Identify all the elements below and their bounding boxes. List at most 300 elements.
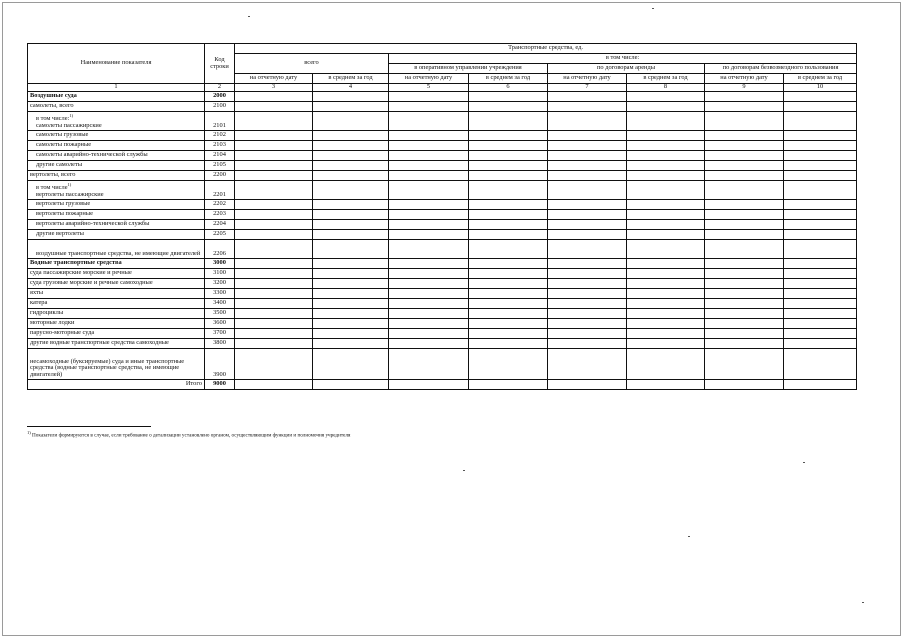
row-code: 2101 xyxy=(205,111,235,130)
value-cell[interactable] xyxy=(313,130,389,140)
avg-year-header: в среднем за год xyxy=(627,74,705,84)
value-cell[interactable] xyxy=(313,150,389,160)
row-name xyxy=(28,140,205,150)
value-cell[interactable] xyxy=(548,298,627,308)
value-cell[interactable] xyxy=(469,170,548,180)
total-value-cell[interactable] xyxy=(784,379,857,389)
value-cell[interactable] xyxy=(627,268,705,278)
value-cell[interactable] xyxy=(389,170,469,180)
table-row xyxy=(28,308,857,318)
total-value-cell[interactable] xyxy=(705,379,784,389)
value-cell[interactable] xyxy=(313,348,389,379)
value-cell[interactable] xyxy=(389,219,469,229)
value-cell[interactable] xyxy=(469,328,548,338)
value-cell[interactable] xyxy=(313,209,389,219)
value-cell[interactable] xyxy=(469,288,548,298)
column-number: 9 xyxy=(705,84,784,92)
value-cell[interactable] xyxy=(627,150,705,160)
value-cell[interactable] xyxy=(548,318,627,328)
value-cell[interactable] xyxy=(705,348,784,379)
value-cell[interactable] xyxy=(784,338,857,348)
table-row xyxy=(28,219,857,229)
table-row xyxy=(28,288,857,298)
row-name xyxy=(28,130,205,140)
row-name xyxy=(28,288,205,298)
row-name xyxy=(28,258,205,268)
value-cell[interactable] xyxy=(548,170,627,180)
row-name xyxy=(28,268,205,278)
value-cell[interactable] xyxy=(469,130,548,140)
value-cell[interactable] xyxy=(548,268,627,278)
table-row xyxy=(28,298,857,308)
scan-speck xyxy=(652,8,654,9)
value-cell[interactable] xyxy=(469,180,548,199)
row-name xyxy=(28,170,205,180)
row-label: самолеты пассажирские xyxy=(36,122,102,129)
value-cell[interactable] xyxy=(627,219,705,229)
row-code: 3000 xyxy=(205,258,235,268)
on-date-header: на отчетную дату xyxy=(548,74,627,84)
row-name xyxy=(28,199,205,209)
value-cell[interactable] xyxy=(313,101,389,111)
row-name xyxy=(28,239,205,258)
table-row xyxy=(28,258,857,268)
value-cell[interactable] xyxy=(548,348,627,379)
value-cell[interactable] xyxy=(627,160,705,170)
value-cell[interactable] xyxy=(313,91,389,101)
value-cell[interactable] xyxy=(627,328,705,338)
value-cell[interactable] xyxy=(784,308,857,318)
value-cell[interactable] xyxy=(389,140,469,150)
value-cell[interactable] xyxy=(313,219,389,229)
value-cell[interactable] xyxy=(389,229,469,239)
table-row xyxy=(28,229,857,239)
value-cell[interactable] xyxy=(627,229,705,239)
value-cell[interactable] xyxy=(627,111,705,130)
value-cell[interactable] xyxy=(784,150,857,160)
avg-year-header: в среднем за год xyxy=(469,74,548,84)
value-cell[interactable] xyxy=(548,160,627,170)
value-cell[interactable] xyxy=(389,288,469,298)
row-name xyxy=(28,180,205,199)
value-cell[interactable] xyxy=(469,101,548,111)
value-cell[interactable] xyxy=(627,348,705,379)
row-code: 2000 xyxy=(205,91,235,101)
value-cell[interactable] xyxy=(235,160,313,170)
value-cell[interactable] xyxy=(784,288,857,298)
value-cell[interactable] xyxy=(389,278,469,288)
value-cell[interactable] xyxy=(313,288,389,298)
value-cell[interactable] xyxy=(313,199,389,209)
column-number: 4 xyxy=(313,84,389,92)
value-cell[interactable] xyxy=(627,209,705,219)
value-cell[interactable] xyxy=(705,338,784,348)
value-cell[interactable] xyxy=(627,239,705,258)
value-cell[interactable] xyxy=(548,328,627,338)
value-cell[interactable] xyxy=(389,130,469,140)
value-cell[interactable] xyxy=(705,209,784,219)
row-label: Водные транспортные средства xyxy=(30,258,122,266)
avg-year-header: в среднем за год xyxy=(313,74,389,84)
value-cell[interactable] xyxy=(627,298,705,308)
footnote xyxy=(27,430,350,439)
value-cell[interactable] xyxy=(389,199,469,209)
column-number: 10 xyxy=(784,84,857,92)
row-label: самолеты грузовые xyxy=(36,130,89,138)
column-number: 1 xyxy=(28,84,205,92)
value-cell[interactable] xyxy=(389,328,469,338)
value-cell[interactable] xyxy=(784,278,857,288)
value-cell[interactable] xyxy=(705,298,784,308)
value-cell[interactable] xyxy=(548,101,627,111)
scan-speck xyxy=(803,462,805,463)
value-cell[interactable] xyxy=(705,150,784,160)
value-cell[interactable] xyxy=(705,278,784,288)
value-cell[interactable] xyxy=(784,101,857,111)
value-cell[interactable] xyxy=(235,268,313,278)
footnote-ref: 1) xyxy=(69,113,74,119)
row-label: катера xyxy=(30,298,48,306)
value-cell[interactable] xyxy=(313,298,389,308)
value-cell[interactable] xyxy=(469,91,548,101)
total-value-cell[interactable] xyxy=(627,379,705,389)
value-cell[interactable] xyxy=(548,278,627,288)
value-cell[interactable] xyxy=(389,150,469,160)
column-number: 5 xyxy=(389,84,469,92)
value-cell[interactable] xyxy=(469,111,548,130)
value-cell[interactable] xyxy=(469,229,548,239)
scan-speck xyxy=(862,602,864,603)
value-cell[interactable] xyxy=(469,318,548,328)
row-name xyxy=(28,229,205,239)
value-cell[interactable] xyxy=(313,338,389,348)
row-label: несамоходные (буксируемые) суда и иные транспортные средства (водные транспортные средства, не имеющие двигателей) xyxy=(30,357,185,378)
value-cell[interactable] xyxy=(784,229,857,239)
row-name xyxy=(28,318,205,328)
value-cell[interactable] xyxy=(784,140,857,150)
value-cell[interactable] xyxy=(784,328,857,338)
value-cell[interactable] xyxy=(235,298,313,308)
on-date-header: на отчетную дату xyxy=(705,74,784,84)
total-value-cell[interactable] xyxy=(313,379,389,389)
value-cell[interactable] xyxy=(469,268,548,278)
value-cell[interactable] xyxy=(389,209,469,219)
value-cell[interactable] xyxy=(313,278,389,288)
row-code: 3600 xyxy=(205,318,235,328)
footnote-mark: 1) xyxy=(27,430,31,435)
value-cell[interactable] xyxy=(235,318,313,328)
value-cell[interactable] xyxy=(705,229,784,239)
value-cell[interactable] xyxy=(469,219,548,229)
value-cell[interactable] xyxy=(313,239,389,258)
value-cell[interactable] xyxy=(235,101,313,111)
row-label: другие вертолеты xyxy=(36,229,84,237)
value-cell[interactable] xyxy=(705,268,784,278)
table-row xyxy=(28,160,857,170)
row-code: 2105 xyxy=(205,160,235,170)
footnote-text: Показатели формируются в случае, если требование о детализации установлено органом, осуществляющим функции и полномочия учредителя xyxy=(32,432,351,439)
value-cell[interactable] xyxy=(313,268,389,278)
value-cell[interactable] xyxy=(389,239,469,258)
value-cell[interactable] xyxy=(705,308,784,318)
value-cell[interactable] xyxy=(389,111,469,130)
value-cell[interactable] xyxy=(469,209,548,219)
row-name xyxy=(28,308,205,318)
value-cell[interactable] xyxy=(548,130,627,140)
value-cell[interactable] xyxy=(784,180,857,199)
value-cell[interactable] xyxy=(389,258,469,268)
value-cell[interactable] xyxy=(784,170,857,180)
value-cell[interactable] xyxy=(469,308,548,318)
value-cell[interactable] xyxy=(784,239,857,258)
value-cell[interactable] xyxy=(784,130,857,140)
value-cell[interactable] xyxy=(235,111,313,130)
value-cell[interactable] xyxy=(627,91,705,101)
value-cell[interactable] xyxy=(389,348,469,379)
row-code: 3300 xyxy=(205,288,235,298)
value-cell[interactable] xyxy=(469,298,548,308)
value-cell[interactable] xyxy=(627,308,705,318)
row-label: самолеты аварийно-технической службы xyxy=(36,150,148,158)
row-code: 3800 xyxy=(205,338,235,348)
value-cell[interactable] xyxy=(469,239,548,258)
row-code: 2203 xyxy=(205,209,235,219)
value-cell[interactable] xyxy=(469,140,548,150)
value-cell[interactable] xyxy=(548,111,627,130)
transport-title-header: Транспортные средства, ед. xyxy=(235,44,857,54)
value-cell[interactable] xyxy=(784,91,857,101)
table-row xyxy=(28,328,857,338)
row-name xyxy=(28,278,205,288)
value-cell[interactable] xyxy=(705,318,784,328)
value-cell[interactable] xyxy=(469,258,548,268)
value-cell[interactable] xyxy=(389,318,469,328)
value-cell[interactable] xyxy=(627,338,705,348)
value-cell[interactable] xyxy=(548,150,627,160)
value-cell[interactable] xyxy=(469,338,548,348)
table-body xyxy=(28,91,857,389)
row-label: самолеты, всего xyxy=(30,101,74,109)
value-cell[interactable] xyxy=(627,140,705,150)
row-code: 3100 xyxy=(205,268,235,278)
value-cell[interactable] xyxy=(389,308,469,318)
value-cell[interactable] xyxy=(235,348,313,379)
value-cell[interactable] xyxy=(548,140,627,150)
avg-year-header: в среднем за год xyxy=(784,74,857,84)
table-row xyxy=(28,338,857,348)
total-value-cell[interactable] xyxy=(469,379,548,389)
transport-table xyxy=(27,43,857,390)
including-text: в том числе xyxy=(36,184,68,192)
total-value-cell[interactable] xyxy=(389,379,469,389)
value-cell[interactable] xyxy=(235,328,313,338)
table-row xyxy=(28,111,857,130)
table-row xyxy=(28,318,857,328)
value-cell[interactable] xyxy=(784,199,857,209)
row-label: гидроциклы xyxy=(30,308,64,316)
value-cell[interactable] xyxy=(389,91,469,101)
total-value-cell[interactable] xyxy=(548,379,627,389)
row-label: суда грузовые морские и речные самоходные xyxy=(30,278,153,286)
row-name xyxy=(28,160,205,170)
table-header xyxy=(28,44,857,92)
value-cell[interactable] xyxy=(389,268,469,278)
value-cell[interactable] xyxy=(548,180,627,199)
table-row xyxy=(28,101,857,111)
scan-speck xyxy=(688,536,690,537)
value-cell[interactable] xyxy=(313,111,389,130)
value-cell[interactable] xyxy=(784,258,857,268)
value-cell[interactable] xyxy=(235,308,313,318)
value-cell[interactable] xyxy=(548,308,627,318)
value-cell[interactable] xyxy=(313,180,389,199)
value-cell[interactable] xyxy=(548,199,627,209)
value-cell[interactable] xyxy=(548,288,627,298)
value-cell[interactable] xyxy=(389,298,469,308)
row-name xyxy=(28,348,205,379)
value-cell[interactable] xyxy=(705,199,784,209)
value-cell[interactable] xyxy=(548,229,627,239)
value-cell[interactable] xyxy=(235,258,313,268)
value-cell[interactable] xyxy=(235,140,313,150)
value-cell[interactable] xyxy=(235,288,313,298)
value-cell[interactable] xyxy=(627,318,705,328)
row-label: вертолеты, всего xyxy=(30,170,76,178)
row-label: вертолеты пожарные xyxy=(36,209,93,217)
value-cell[interactable] xyxy=(705,91,784,101)
value-cell[interactable] xyxy=(705,219,784,229)
value-cell[interactable] xyxy=(548,209,627,219)
value-cell[interactable] xyxy=(784,348,857,379)
on-date-header: на отчетную дату xyxy=(235,74,313,84)
value-cell[interactable] xyxy=(469,278,548,288)
operational-header: в оперативном управлении учреждения xyxy=(389,64,548,74)
value-cell[interactable] xyxy=(705,170,784,180)
value-cell[interactable] xyxy=(313,308,389,318)
value-cell[interactable] xyxy=(469,150,548,160)
value-cell[interactable] xyxy=(705,101,784,111)
value-cell[interactable] xyxy=(235,219,313,229)
table-row xyxy=(28,170,857,180)
column-number: 7 xyxy=(548,84,627,92)
value-cell[interactable] xyxy=(313,160,389,170)
value-cell[interactable] xyxy=(705,239,784,258)
value-cell[interactable] xyxy=(705,140,784,150)
value-cell[interactable] xyxy=(784,298,857,308)
value-cell[interactable] xyxy=(313,229,389,239)
value-cell[interactable] xyxy=(389,338,469,348)
lease-header: по договорам аренды xyxy=(548,64,705,74)
value-cell[interactable] xyxy=(235,338,313,348)
value-cell[interactable] xyxy=(469,348,548,379)
value-cell[interactable] xyxy=(627,258,705,268)
value-cell[interactable] xyxy=(705,160,784,170)
row-code: 2204 xyxy=(205,219,235,229)
row-name xyxy=(28,209,205,219)
value-cell[interactable] xyxy=(235,180,313,199)
including-text: в том числе: xyxy=(36,115,70,123)
value-cell[interactable] xyxy=(627,278,705,288)
row-label: вертолеты грузовые xyxy=(36,199,91,207)
value-cell[interactable] xyxy=(784,219,857,229)
value-cell[interactable] xyxy=(235,229,313,239)
value-cell[interactable] xyxy=(313,318,389,328)
value-cell[interactable] xyxy=(705,288,784,298)
value-cell[interactable] xyxy=(469,160,548,170)
value-cell[interactable] xyxy=(235,209,313,219)
value-cell[interactable] xyxy=(627,288,705,298)
table-row xyxy=(28,150,857,160)
row-code: 2206 xyxy=(205,239,235,258)
total-group-header: всего xyxy=(235,54,389,74)
value-cell[interactable] xyxy=(313,140,389,150)
row-code: 3500 xyxy=(205,308,235,318)
table-row xyxy=(28,268,857,278)
value-cell[interactable] xyxy=(235,239,313,258)
row-label: вертолеты аварийно-технической службы xyxy=(36,219,150,227)
value-cell[interactable] xyxy=(235,91,313,101)
value-cell[interactable] xyxy=(313,258,389,268)
value-cell[interactable] xyxy=(548,239,627,258)
value-cell[interactable] xyxy=(313,328,389,338)
value-cell[interactable] xyxy=(235,199,313,209)
column-number: 3 xyxy=(235,84,313,92)
value-cell[interactable] xyxy=(548,258,627,268)
value-cell[interactable] xyxy=(627,180,705,199)
row-label: другие водные транспортные средства самоходные xyxy=(30,338,169,346)
total-code: 9000 xyxy=(205,379,235,389)
value-cell[interactable] xyxy=(235,150,313,160)
value-cell[interactable] xyxy=(235,130,313,140)
value-cell[interactable] xyxy=(784,111,857,130)
value-cell[interactable] xyxy=(627,101,705,111)
indicator-name-header: Наименование показателя xyxy=(28,44,205,84)
row-name xyxy=(28,111,205,130)
table-row xyxy=(28,239,857,258)
total-value-cell[interactable] xyxy=(235,379,313,389)
row-label: Воздушные суда xyxy=(30,91,77,99)
value-cell[interactable] xyxy=(548,219,627,229)
column-number: 8 xyxy=(627,84,705,92)
value-cell[interactable] xyxy=(389,101,469,111)
row-name xyxy=(28,91,205,101)
value-cell[interactable] xyxy=(313,170,389,180)
value-cell[interactable] xyxy=(705,180,784,199)
row-label: другие самолеты xyxy=(36,160,83,168)
value-cell[interactable] xyxy=(627,199,705,209)
value-cell[interactable] xyxy=(235,278,313,288)
value-cell[interactable] xyxy=(784,160,857,170)
value-cell[interactable] xyxy=(784,209,857,219)
value-cell[interactable] xyxy=(389,180,469,199)
value-cell[interactable] xyxy=(627,170,705,180)
row-label: вертолеты пассажирские xyxy=(36,191,104,198)
column-number: 6 xyxy=(469,84,548,92)
value-cell[interactable] xyxy=(705,130,784,140)
value-cell[interactable] xyxy=(627,130,705,140)
value-cell[interactable] xyxy=(548,91,627,101)
value-cell[interactable] xyxy=(235,170,313,180)
value-cell[interactable] xyxy=(469,199,548,209)
value-cell[interactable] xyxy=(784,318,857,328)
value-cell[interactable] xyxy=(705,258,784,268)
value-cell[interactable] xyxy=(705,111,784,130)
value-cell[interactable] xyxy=(784,268,857,278)
value-cell[interactable] xyxy=(705,328,784,338)
value-cell[interactable] xyxy=(389,160,469,170)
value-cell[interactable] xyxy=(548,338,627,348)
including-header: в том числе: xyxy=(389,54,857,64)
